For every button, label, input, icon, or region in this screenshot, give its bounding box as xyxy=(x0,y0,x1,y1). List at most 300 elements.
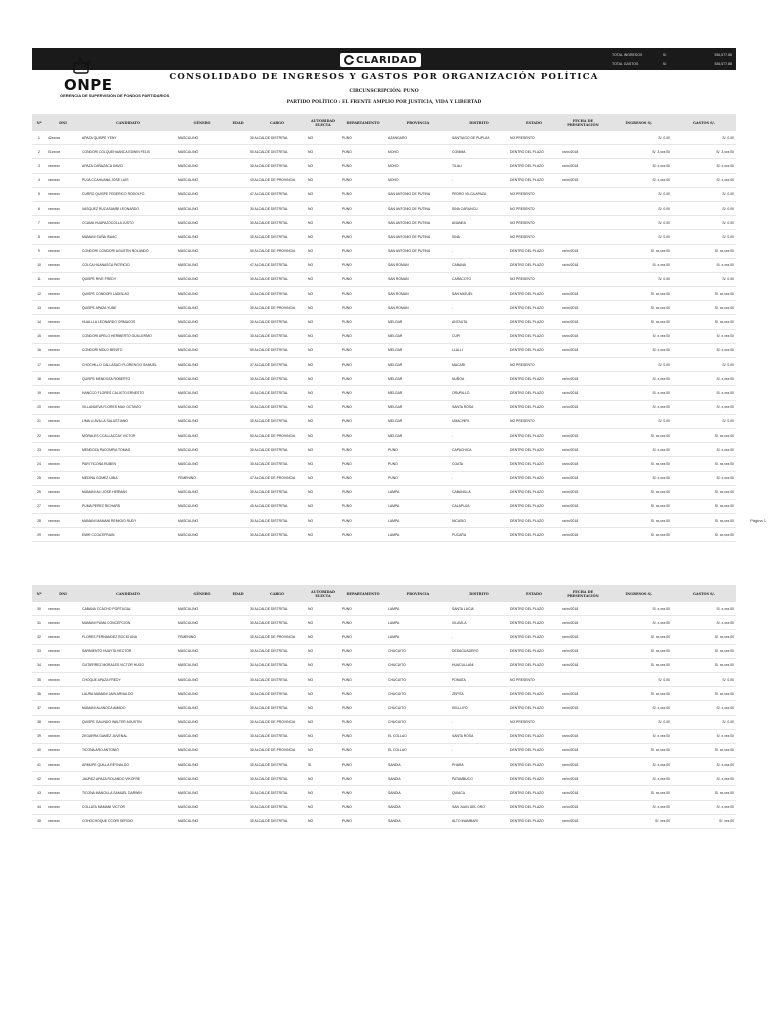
cell-provincia: AZANGARO xyxy=(386,131,450,145)
cell-provincia: MELGAR xyxy=(386,428,450,442)
cell-candidato: CURRO QUISPE FEDERICO RODOLFO xyxy=(80,187,176,201)
cell-autoridad: NO xyxy=(306,715,340,729)
cell-estado: DENTRO DEL PLAZO xyxy=(508,743,560,757)
cell-dni: xxxxxxx xyxy=(46,400,80,414)
cell-fecha xyxy=(560,715,606,729)
cell-cargo: 40 ALCALDE DISTRITAL xyxy=(248,287,306,301)
cell-cargo: 30 ALCALDE DISTRITAL xyxy=(248,414,306,428)
cell-cargo: 30 ALCALDE DISTRITAL xyxy=(248,216,306,230)
cell-departamento: PUNO xyxy=(340,630,386,644)
cell-ingresos: S/. xx,xxx.00 xyxy=(606,687,672,701)
cell-fecha: xx/xx/2018 xyxy=(560,443,606,457)
cell-edad xyxy=(228,159,248,173)
table-row xyxy=(32,386,736,400)
table-row xyxy=(32,616,736,630)
cell-edad xyxy=(228,414,248,428)
cell-num: 10 xyxy=(32,258,46,272)
cell-num: 21 xyxy=(32,414,46,428)
cell-ingresos: S/. x,xxx.00 xyxy=(606,800,672,814)
cell-genero: MASCULINO xyxy=(176,514,228,528)
header-col-departamento: DEPARTAMENTO xyxy=(340,114,386,131)
cell-num: 11 xyxy=(32,272,46,286)
cell-num: 26 xyxy=(32,485,46,499)
cell-edad xyxy=(228,145,248,159)
cell-provincia: SAN ANTONIO DE PUTINA xyxy=(386,201,450,215)
cell-num: 1 xyxy=(32,131,46,145)
cell-estado: DENTRO DEL PLAZO xyxy=(508,315,560,329)
table-row xyxy=(32,800,736,814)
cell-gastos: S/. 0.00 xyxy=(672,230,736,244)
cell-distrito: SANTIAGO DE PUPUJA xyxy=(450,131,508,145)
cell-edad xyxy=(228,329,248,343)
cell-cargo: 47 ALCALDE DISTRITAL xyxy=(248,187,306,201)
table-row xyxy=(32,443,736,457)
cell-ingresos: S/. xx,xxx.00 xyxy=(606,457,672,471)
cell-cargo: 50 ALCALDE DE PROVINCIA xyxy=(248,244,306,258)
cell-ingresos: S/. xx,xxx.00 xyxy=(606,630,672,644)
cell-distrito: MACARI xyxy=(450,358,508,372)
cell-estado: DENTRO DEL PLAZO xyxy=(508,528,560,542)
table-row xyxy=(32,159,736,173)
cell-ingresos: S/. xx,xxx.00 xyxy=(606,244,672,258)
cell-candidato: HANCCO FLORES CALIXTO ERNESTO xyxy=(80,386,176,400)
cell-cargo: 50 ALCALDE DISTRITAL xyxy=(248,145,306,159)
cell-fecha: xx/xx/2018 xyxy=(560,159,606,173)
cell-genero: MASCULINO xyxy=(176,715,228,729)
cell-ingresos: S/. x,xxx.00 xyxy=(606,471,672,485)
cell-cargo: 30 ALCALDE DISTRITAL xyxy=(248,528,306,542)
table-row xyxy=(32,145,736,159)
cell-fecha: xx/xx/2018 xyxy=(560,471,606,485)
table-header-row xyxy=(32,114,736,131)
cell-candidato: VASQUEZ RUCASAMBI LEONARDO xyxy=(80,201,176,215)
cell-candidato: GUTIERREZ MORALES VICTOR HUGO xyxy=(80,658,176,672)
cell-num: 24 xyxy=(32,457,46,471)
cell-distrito: CALAPUJA xyxy=(450,499,508,513)
cell-candidato: APAZA QUISPE YENY xyxy=(80,131,176,145)
cell-departamento: PUNO xyxy=(340,329,386,343)
cell-candidato: PUJA CCAHUANA JOSE LUIS xyxy=(80,173,176,187)
cell-fecha xyxy=(560,131,606,145)
cell-genero: MASCULINO xyxy=(176,658,228,672)
cell-ingresos: S/. 0.00 xyxy=(606,187,672,201)
cell-distrito: - xyxy=(450,428,508,442)
cell-departamento: PUNO xyxy=(340,528,386,542)
cell-departamento: PUNO xyxy=(340,729,386,743)
cell-distrito: - xyxy=(450,715,508,729)
cell-departamento: PUNO xyxy=(340,814,386,828)
cell-num: 33 xyxy=(32,644,46,658)
cell-dni: xxxxxxx xyxy=(46,315,80,329)
cell-candidato: CONDORI COLQUEHUANCA EDWIN FELIX xyxy=(80,145,176,159)
cell-gastos: S/. xx,xxx.00 xyxy=(672,499,736,513)
cell-gastos: S/. 0.00 xyxy=(672,187,736,201)
cell-fecha xyxy=(560,230,606,244)
cell-distrito: ZEPITA xyxy=(450,687,508,701)
cell-distrito: QUIACA xyxy=(450,786,508,800)
cell-ingresos: S/. x,xxx.00 xyxy=(606,758,672,772)
report-page-2 xyxy=(32,585,736,845)
cell-edad xyxy=(228,499,248,513)
cell-ingresos: S/. xx,xxx.00 xyxy=(606,786,672,800)
cell-fecha: xx/xx/2018 xyxy=(560,528,606,542)
cell-fecha: xx/xx/2018 xyxy=(560,616,606,630)
cell-dni: xxxxxxx xyxy=(46,230,80,244)
cell-distrito: ANTAUTA xyxy=(450,315,508,329)
cell-ingresos: S/. x,xxx.00 xyxy=(606,772,672,786)
cell-provincia: SAN ROMAN xyxy=(386,287,450,301)
table-row xyxy=(32,687,736,701)
cell-estado: DENTRO DEL PLAZO xyxy=(508,159,560,173)
cell-gastos: S/. x,xxx.00 xyxy=(672,729,736,743)
cell-provincia: MOHO xyxy=(386,145,450,159)
cell-cargo: 30 ALCALDE DISTRITAL xyxy=(248,400,306,414)
cell-dni: xxxxxxx xyxy=(46,772,80,786)
cell-provincia: LAMPA xyxy=(386,528,450,542)
table-row xyxy=(32,414,736,428)
cell-genero: MASCULINO xyxy=(176,131,228,145)
cell-ingresos: S/. xx,xxx.00 xyxy=(606,485,672,499)
cell-gastos: S/. x,xxx.00 xyxy=(672,758,736,772)
cell-candidato: CONDORI APELO HERIBERTO GUILLERMO xyxy=(80,329,176,343)
cell-estado: DENTRO DEL PLAZO xyxy=(508,258,560,272)
cell-genero: MASCULINO xyxy=(176,343,228,357)
cell-dni: xxxxxxx xyxy=(46,343,80,357)
cell-dni: xxxxxxx xyxy=(46,485,80,499)
cell-estado: NO PRESENTO xyxy=(508,187,560,201)
cell-gastos: S/. xx,xxx.00 xyxy=(672,485,736,499)
cell-fecha xyxy=(560,272,606,286)
table-row xyxy=(32,301,736,315)
cell-ingresos: S/. 0.00 xyxy=(606,201,672,215)
cell-autoridad: NO xyxy=(306,358,340,372)
cell-cargo: 47 ALCALDE DISTRITAL xyxy=(248,258,306,272)
cell-autoridad: NO xyxy=(306,287,340,301)
cell-gastos: S/. xxx.00 xyxy=(672,814,736,828)
cell-cargo: 30 ALCALDE DISTRITAL xyxy=(248,272,306,286)
cell-cargo: 47 ALCALDE DE PROVINCIA xyxy=(248,471,306,485)
table-row xyxy=(32,400,736,414)
cell-edad xyxy=(228,672,248,686)
cell-fecha: xx/xx/2018 xyxy=(560,287,606,301)
cell-dni: xxxxxxx xyxy=(46,159,80,173)
cell-ingresos: S/. x,xxx.00 xyxy=(606,159,672,173)
cell-gastos: S/. 0.00 xyxy=(672,414,736,428)
cell-distrito: HUACULLANI xyxy=(450,658,508,672)
table-row xyxy=(32,499,736,513)
cell-ingresos: S/. xx,xxx.00 xyxy=(606,528,672,542)
cell-candidato: QUISPE CONDORI LADISLAO xyxy=(80,287,176,301)
cell-provincia: MELGAR xyxy=(386,315,450,329)
cell-dni: xxxxxxx xyxy=(46,687,80,701)
cell-edad xyxy=(228,187,248,201)
cell-gastos: S/. 0.00 xyxy=(672,672,736,686)
cell-num: 40 xyxy=(32,743,46,757)
cell-fecha: xx/xx/2018 xyxy=(560,386,606,400)
cell-edad xyxy=(228,616,248,630)
cell-fecha: xx/xx/2018 xyxy=(560,485,606,499)
cell-distrito: - xyxy=(450,244,508,258)
cell-genero: MASCULINO xyxy=(176,499,228,513)
table-row xyxy=(32,329,736,343)
cell-estado: DENTRO DEL PLAZO xyxy=(508,428,560,442)
cell-cargo: 40 ALCALDE DISTRITAL xyxy=(248,386,306,400)
cell-distrito: PATAMBUCO xyxy=(450,772,508,786)
cell-fecha: xx/xx/2018 xyxy=(560,258,606,272)
cell-estado: DENTRO DEL PLAZO xyxy=(508,658,560,672)
table-row xyxy=(32,258,736,272)
table-row xyxy=(32,658,736,672)
cell-edad xyxy=(228,457,248,471)
cell-estado: NO PRESENTO xyxy=(508,414,560,428)
cell-genero: FEMENINO xyxy=(176,630,228,644)
table-row xyxy=(32,743,736,757)
total-gastos-row xyxy=(612,59,736,68)
cell-cargo: 30 ALCALDE DISTRITAL xyxy=(248,329,306,343)
cell-departamento: PUNO xyxy=(340,258,386,272)
cell-cargo: 50 ALCALDE DISTRITAL xyxy=(248,343,306,357)
cell-candidato: PARI TICONA RUBEN xyxy=(80,457,176,471)
cell-provincia: SANDIA xyxy=(386,786,450,800)
cell-edad xyxy=(228,687,248,701)
cell-candidato: JAUREZ APAZA ROLANDO VIKOFRE xyxy=(80,772,176,786)
cell-autoridad: NO xyxy=(306,173,340,187)
cell-dni: xxxxxxx xyxy=(46,358,80,372)
cell-candidato: COLLATA MAMANI VICTOR xyxy=(80,800,176,814)
cell-dni: xxxxxxx xyxy=(46,616,80,630)
cell-autoridad: NO xyxy=(306,131,340,145)
cell-fecha: xx/xx/2018 xyxy=(560,514,606,528)
cell-dni: xxxxxxx xyxy=(46,701,80,715)
cell-candidato: CONDORI MOLO BENITO xyxy=(80,343,176,357)
cell-num: 30 xyxy=(32,602,46,616)
cell-estado: NO PRESENTO xyxy=(508,715,560,729)
cell-departamento: PUNO xyxy=(340,701,386,715)
cell-distrito: - xyxy=(450,743,508,757)
cell-num: 4 xyxy=(32,173,46,187)
cell-genero: MASCULINO xyxy=(176,701,228,715)
cell-gastos: S/. x,xxx.00 xyxy=(672,386,736,400)
header-col-num: Nº xyxy=(32,585,46,602)
cell-autoridad: NO xyxy=(306,187,340,201)
cell-estado: NO PRESENTO xyxy=(508,672,560,686)
cell-estado: DENTRO DEL PLAZO xyxy=(508,729,560,743)
cell-autoridad: NO xyxy=(306,485,340,499)
cell-genero: MASCULINO xyxy=(176,428,228,442)
cell-distrito: KELLUYO xyxy=(450,701,508,715)
cell-distrito: PUCARA xyxy=(450,528,508,542)
cell-autoridad: NO xyxy=(306,258,340,272)
cell-genero: MASCULINO xyxy=(176,485,228,499)
cell-departamento: PUNO xyxy=(340,658,386,672)
cell-provincia: SAN ROMAN xyxy=(386,272,450,286)
cell-fecha xyxy=(560,187,606,201)
cell-edad xyxy=(228,386,248,400)
cell-genero: MASCULINO xyxy=(176,602,228,616)
cell-num: 39 xyxy=(32,729,46,743)
cell-cargo: 30 ALCALDE DISTRITAL xyxy=(248,159,306,173)
table-row xyxy=(32,173,736,187)
cell-edad xyxy=(228,131,248,145)
cell-cargo: 30 ALCALDE DISTRITAL xyxy=(248,800,306,814)
cell-edad xyxy=(228,173,248,187)
cell-fecha: xx/xx/2018 xyxy=(560,499,606,513)
cell-autoridad: NO xyxy=(306,786,340,800)
cell-gastos: S/. x,xxx.00 xyxy=(672,400,736,414)
cell-ingresos: S/. 0.00 xyxy=(606,715,672,729)
cell-autoridad: NO xyxy=(306,159,340,173)
cell-candidato: ZEGARRA GAMEZ JUVENAL xyxy=(80,729,176,743)
cell-cargo: 30 ALCALDE DISTRITAL xyxy=(248,201,306,215)
cell-gastos: S/. xx,xxx.00 xyxy=(672,658,736,672)
cell-dni: xxxxxxx xyxy=(46,372,80,386)
claridad-icon xyxy=(344,55,354,65)
cell-gastos: S/. 0.00 xyxy=(672,216,736,230)
cell-dni: xxxxxxx xyxy=(46,272,80,286)
cell-candidato: EMIR CCOA EFRAIN xyxy=(80,528,176,542)
cell-provincia: SANDIA xyxy=(386,800,450,814)
cell-ingresos: S/. xx,xxx.00 xyxy=(606,514,672,528)
cell-cargo: 30 ALCALDE DISTRITAL xyxy=(248,672,306,686)
cell-candidato: QUISPE RIVE FREDY xyxy=(80,272,176,286)
cell-num: 25 xyxy=(32,471,46,485)
cell-autoridad: NO xyxy=(306,528,340,542)
cell-cargo: 30 ALCALDE DE PROVINCIA xyxy=(248,301,306,315)
table-body xyxy=(32,131,736,542)
cell-gastos: S/. 0.00 xyxy=(672,201,736,215)
cell-num: 16 xyxy=(32,343,46,357)
cell-edad xyxy=(228,400,248,414)
cell-gastos: S/. x,xxx.00 xyxy=(672,443,736,457)
cell-num: 19 xyxy=(32,386,46,400)
cell-gastos: S/. x,xxx.00 xyxy=(672,343,736,357)
cell-estado: DENTRO DEL PLAZO xyxy=(508,343,560,357)
cell-num: 17 xyxy=(32,358,46,372)
cell-fecha: xx/xx/2018 xyxy=(560,173,606,187)
cell-autoridad: NO xyxy=(306,443,340,457)
cell-autoridad: NO xyxy=(306,602,340,616)
cell-gastos: S/. x,xxx.00 xyxy=(672,616,736,630)
cell-fecha: xx/xx/2018 xyxy=(560,329,606,343)
cell-provincia: LAMPA xyxy=(386,514,450,528)
cell-distrito: TILALI xyxy=(450,159,508,173)
cell-genero: MASCULINO xyxy=(176,644,228,658)
cell-distrito: SANTA LUCIA xyxy=(450,602,508,616)
cell-distrito: - xyxy=(450,173,508,187)
header-col-autoridad: AUTORIDAD ELECTA xyxy=(306,114,340,131)
cell-ingresos: S/. xx,xxx.00 xyxy=(606,428,672,442)
total-currency: S/. xyxy=(662,52,668,57)
cell-autoridad: NO xyxy=(306,514,340,528)
cell-autoridad: NO xyxy=(306,230,340,244)
cell-cargo: 30 ALCALDE DISTRITAL xyxy=(248,457,306,471)
table-header-row xyxy=(32,585,736,602)
cell-edad xyxy=(228,216,248,230)
cell-dni: xxxxxxx xyxy=(46,644,80,658)
table-row xyxy=(32,230,736,244)
cell-estado: NO PRESENTO xyxy=(508,272,560,286)
cell-departamento: PUNO xyxy=(340,443,386,457)
cell-cargo: 30 ALCALDE DISTRITAL xyxy=(248,230,306,244)
cell-genero: MASCULINO xyxy=(176,145,228,159)
header-col-fecha: FECHA DE PRESENTACIÓN xyxy=(560,114,606,131)
cell-num: 31 xyxy=(32,616,46,630)
cell-num: 14 xyxy=(32,315,46,329)
cell-fecha xyxy=(560,216,606,230)
cell-dni: xxxxxxx xyxy=(46,216,80,230)
cell-num: 43 xyxy=(32,786,46,800)
cell-edad xyxy=(228,258,248,272)
cell-distrito: UMACHIRI xyxy=(450,414,508,428)
total-value: 536,577.88 xyxy=(714,61,732,66)
cell-ingresos: S/. x,xxx.00 xyxy=(606,173,672,187)
cell-edad xyxy=(228,343,248,357)
cell-cargo: 30 ALCALDE DISTRITAL xyxy=(248,701,306,715)
cell-genero: MASCULINO xyxy=(176,800,228,814)
cell-dni: xxxxxxx xyxy=(46,758,80,772)
cell-distrito: CAPACHICA xyxy=(450,443,508,457)
cell-provincia: LAMPA xyxy=(386,485,450,499)
cell-autoridad: NO xyxy=(306,414,340,428)
cell-estado: DENTRO DEL PLAZO xyxy=(508,329,560,343)
circunscripcion-label: CIRCUNSCRIPCIÓN: PUNO xyxy=(349,89,419,94)
cell-provincia: EL COLLAO xyxy=(386,729,450,743)
cell-distrito: LLALLI xyxy=(450,343,508,357)
cell-genero: MASCULINO xyxy=(176,729,228,743)
table-row xyxy=(32,630,736,644)
cell-autoridad: NO xyxy=(306,343,340,357)
cell-estado: DENTRO DEL PLAZO xyxy=(508,145,560,159)
cell-autoridad: NO xyxy=(306,729,340,743)
cell-departamento: PUNO xyxy=(340,173,386,187)
table-row xyxy=(32,701,736,715)
cell-dni: 01xxxxx xyxy=(46,145,80,159)
cell-candidato: FLORES FERNANDEZ ROCIO ANA xyxy=(80,630,176,644)
cell-provincia: EL COLLAO xyxy=(386,743,450,757)
cell-provincia: MELGAR xyxy=(386,400,450,414)
cell-edad xyxy=(228,800,248,814)
cell-cargo: 30 ALCALDE DISTRITAL xyxy=(248,131,306,145)
cell-candidato: CABANA CCACHO PORTUGAL xyxy=(80,602,176,616)
cell-num: 6 xyxy=(32,201,46,215)
cell-departamento: PUNO xyxy=(340,187,386,201)
cell-candidato: QUISPE GALINDO WALTER AGUSTIN xyxy=(80,715,176,729)
cell-genero: MASCULINO xyxy=(176,329,228,343)
cell-autoridad: NO xyxy=(306,743,340,757)
cell-num: 20 xyxy=(32,400,46,414)
cell-distrito: SAN MIGUEL xyxy=(450,287,508,301)
cell-provincia: SAN ANTONIO DE PUTINA xyxy=(386,216,450,230)
cell-ingresos: S/. 0.00 xyxy=(606,414,672,428)
cell-estado: DENTRO DEL PLAZO xyxy=(508,372,560,386)
cell-fecha xyxy=(560,358,606,372)
cell-dni: xxxxxxx xyxy=(46,658,80,672)
cell-edad xyxy=(228,786,248,800)
cell-provincia: SAN ROMAN xyxy=(386,301,450,315)
cell-departamento: PUNO xyxy=(340,485,386,499)
cell-ingresos: S/. x,xxx.00 xyxy=(606,329,672,343)
header-col-fecha: FECHA DE PRESENTACIÓN xyxy=(560,585,606,602)
table-row xyxy=(32,729,736,743)
header-col-distrito: DISTRITO xyxy=(450,585,508,602)
cell-gastos: S/. xx,xxx.00 xyxy=(672,786,736,800)
cell-edad xyxy=(228,701,248,715)
cell-gastos: S/. x,xxx.00 xyxy=(672,258,736,272)
cell-ingresos: S/. x,xxx.00 xyxy=(606,386,672,400)
cell-departamento: PUNO xyxy=(340,400,386,414)
totals-box xyxy=(612,50,736,68)
cell-dni: xxxxxxx xyxy=(46,457,80,471)
